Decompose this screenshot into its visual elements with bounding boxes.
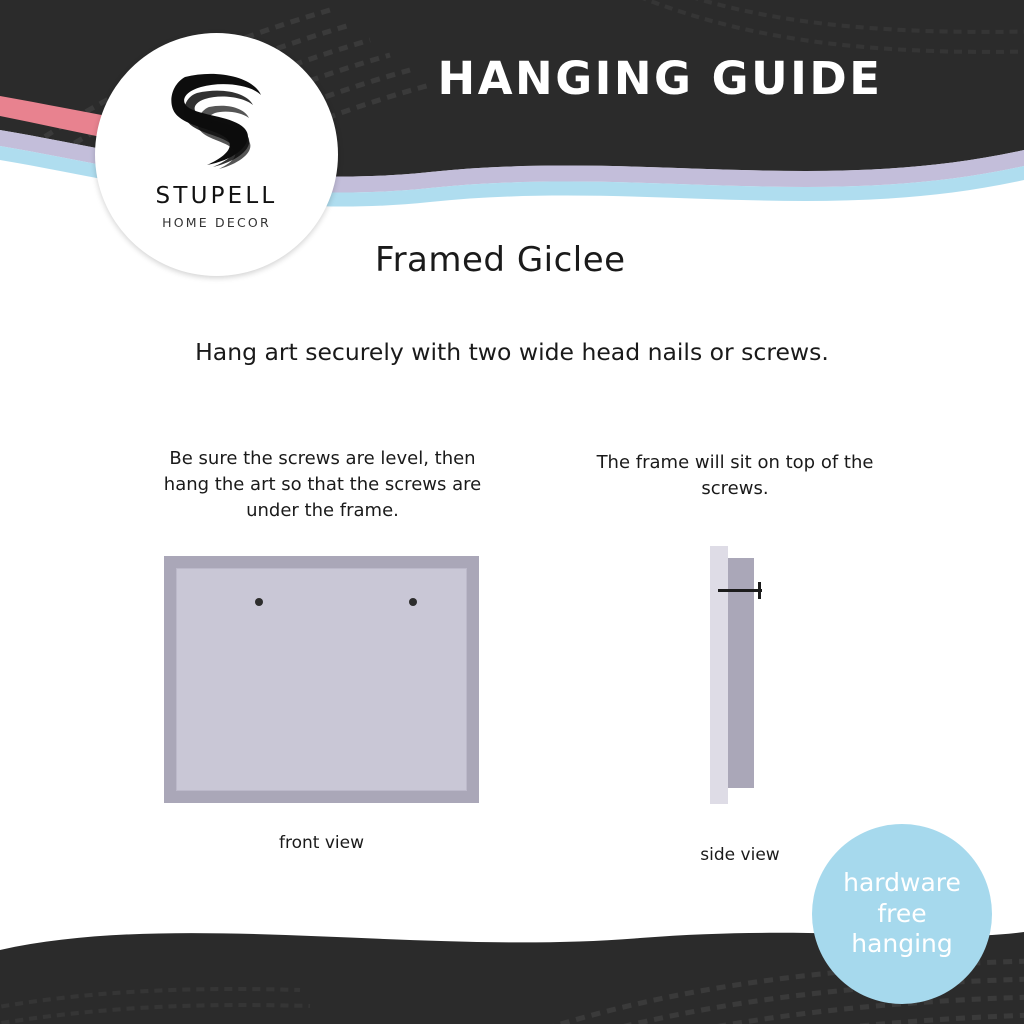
side-view-label: side view [700, 845, 780, 865]
main-instruction-text: Hang art securely with two wide head nails or screws. [195, 338, 829, 366]
screw-head-icon [758, 582, 761, 599]
badge-line-2: free [877, 898, 927, 928]
brand-name: STUPELL [155, 183, 278, 209]
front-view-caption: Be sure the screws are level, then hang the art so that the screws are under the frame. [163, 448, 482, 522]
side-view-wall [710, 546, 728, 804]
brand-subtitle: HOME DECOR [162, 215, 271, 230]
badge-line-1: hardware [843, 867, 961, 897]
side-view-caption: The frame will sit on top of the screws. [596, 452, 874, 500]
side-view-diagram [710, 546, 770, 804]
front-view-label: front view [279, 833, 364, 853]
screw-dot-right-icon [409, 598, 417, 606]
front-view-artwork [176, 568, 467, 791]
hardware-free-badge [812, 824, 992, 1004]
badge-line-3: hanging [851, 929, 953, 959]
screw-shaft-icon [718, 589, 762, 592]
front-view-diagram [164, 556, 479, 803]
page-title: HANGING GUIDE [437, 52, 883, 105]
side-view-frame [728, 558, 754, 788]
brand-logo [95, 33, 338, 276]
screw-dot-left-icon [255, 598, 263, 606]
product-type-heading: Framed Giclee [375, 240, 626, 280]
swoosh-s-logo-icon [157, 63, 277, 187]
